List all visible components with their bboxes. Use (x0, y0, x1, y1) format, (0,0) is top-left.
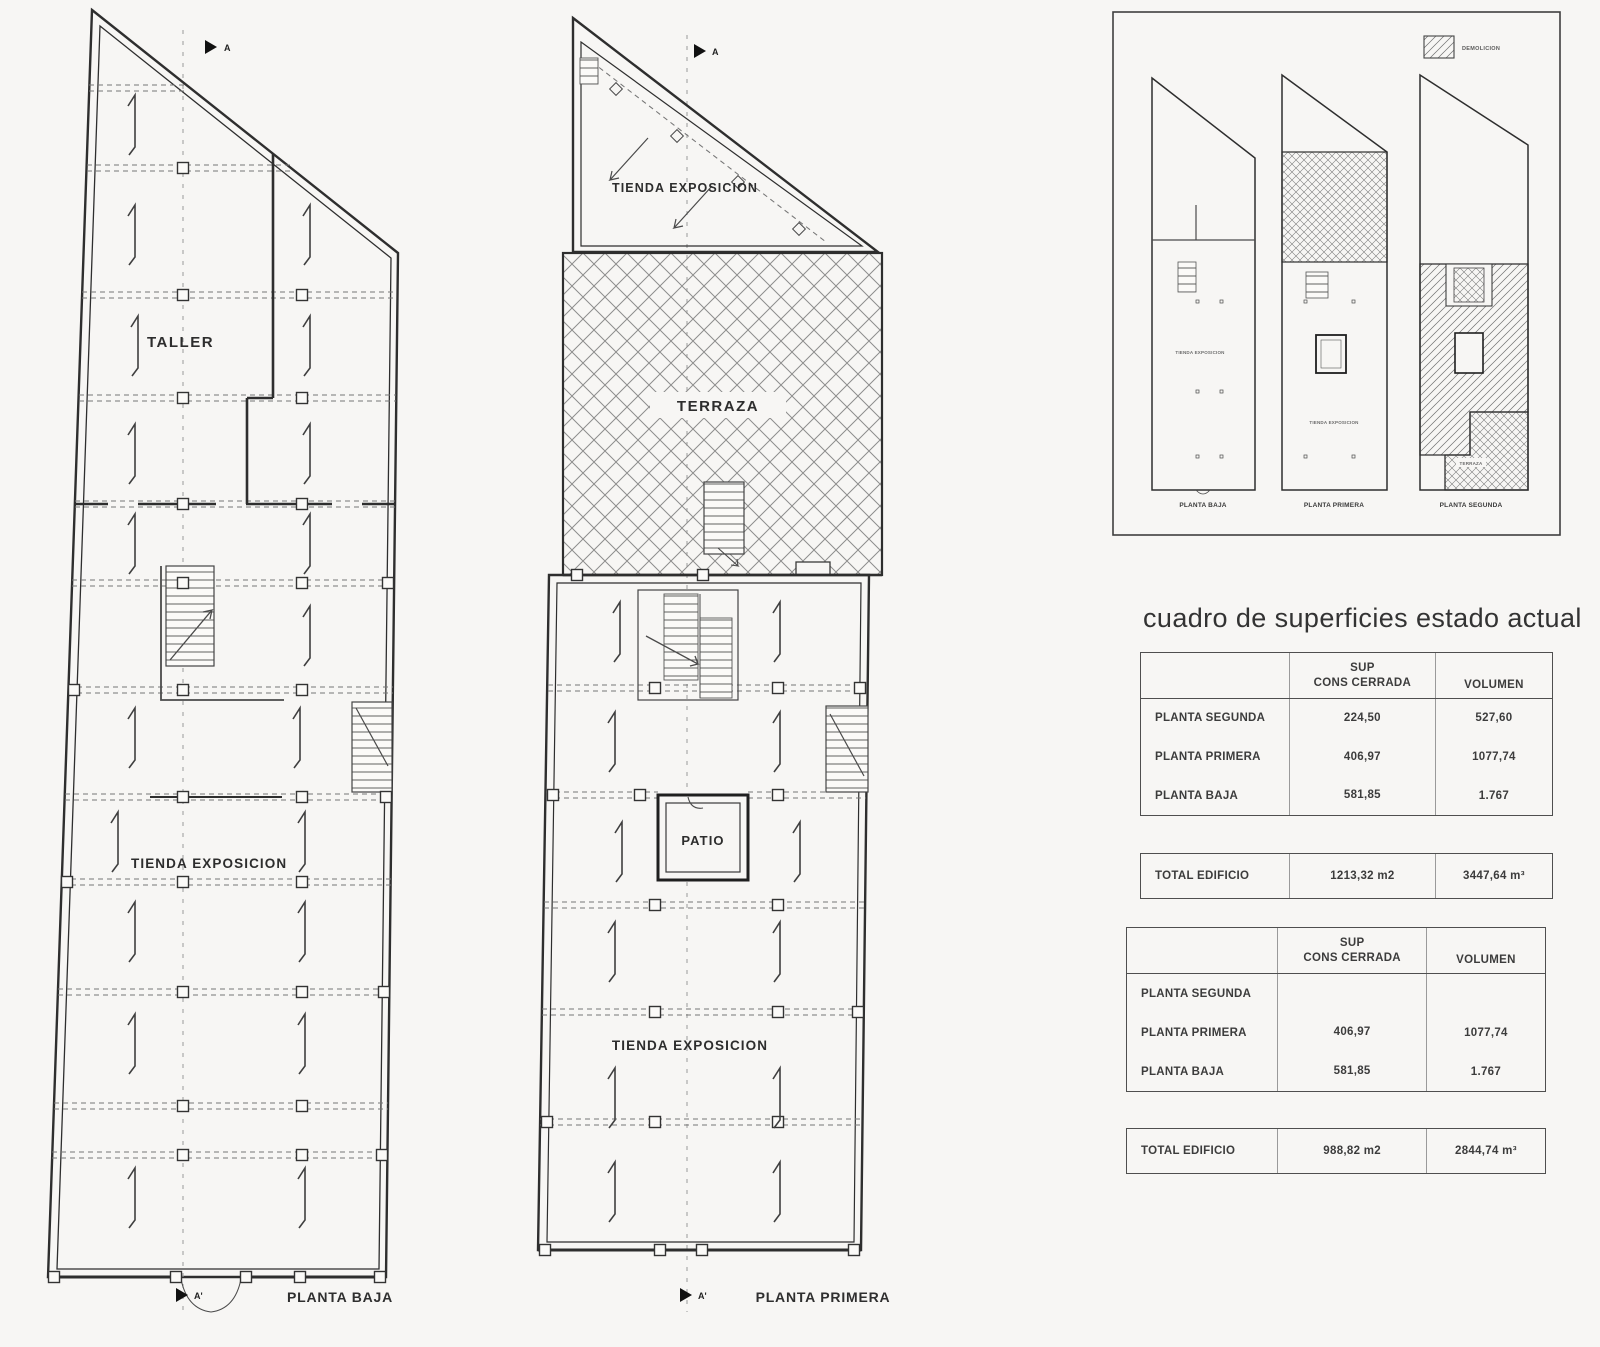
table-header-row (1127, 928, 1545, 974)
tienda-exposicion-baja-label: TIENDA EXPOSICION (131, 856, 288, 871)
total-row-second: TOTAL EDIFICIO 988,82 m2 2844,74 m³ (1126, 1128, 1546, 1174)
tienda-exposicion-top-label: TIENDA EXPOSICION (612, 181, 759, 195)
svg-text:A: A (712, 47, 719, 57)
planta-primera-caption: PLANTA PRIMERA (755, 1289, 891, 1305)
col-sup-cons-cerrada: SUP CONS CERRADA (1277, 928, 1425, 973)
surfaces-title: cuadro de superficies estado actual (1143, 603, 1582, 633)
planta-baja-caption: PLANTA BAJA (286, 1289, 394, 1305)
table-row: PLANTA PRIMERA 406,97 1077,74 (1141, 738, 1552, 777)
tienda-exposicion-primera-label: TIENDA EXPOSICION (611, 1038, 769, 1053)
table-header-row (1141, 653, 1552, 699)
stair-primera-right (826, 706, 868, 792)
section-marker-a-top-baja (205, 40, 231, 54)
mini-plan-primera (1282, 75, 1387, 509)
mini-plan-segunda (1420, 75, 1528, 509)
terraza-label: TERRAZA (676, 398, 760, 415)
patio-label: PATIO (681, 833, 725, 848)
table-row: PLANTA PRIMERA 406,97 1077,74 (1127, 1013, 1545, 1052)
svg-text:A': A' (194, 1291, 203, 1301)
table-row: PLANTA SEGUNDA (1127, 974, 1545, 1013)
section-marker-a-bottom-primera (680, 1288, 707, 1302)
taller-label: TALLER (147, 334, 215, 351)
mini-primera-caption: PLANTA PRIMERA (1303, 502, 1365, 509)
hatch-swatch-icon (1424, 36, 1454, 58)
table-row: PLANTA BAJA 581,85 1.767 (1141, 776, 1552, 815)
svg-text:TERRAZA: TERRAZA (1459, 461, 1483, 466)
stair-baja-right (352, 702, 392, 792)
table-row: PLANTA BAJA 581,85 1.767 (1127, 1052, 1545, 1091)
legend-label: DEMOLICION (1462, 46, 1501, 52)
mini-baja-caption: PLANTA BAJA (1179, 502, 1227, 509)
svg-text:TIENDA EXPOSICION: TIENDA EXPOSICION (1175, 350, 1225, 355)
mini-segunda-caption: PLANTA SEGUNDA (1439, 502, 1503, 509)
surfaces-table-actual (1140, 652, 1553, 816)
mini-plan-baja (1152, 78, 1255, 509)
svg-text:TIENDA EXPOSICION: TIENDA EXPOSICION (1309, 420, 1359, 425)
summary-inset (1113, 12, 1560, 535)
table-row: PLANTA SEGUNDA 224,50 527,60 (1141, 699, 1552, 738)
svg-text:A': A' (698, 1291, 707, 1301)
total-row-actual: TOTAL EDIFICIO 1213,32 m2 3447,64 m³ (1140, 853, 1553, 899)
plan-baja-drawing (48, 10, 398, 1312)
section-marker-a-top-primera (694, 44, 719, 58)
plan-primera-drawing (538, 18, 890, 1312)
terraza-area (563, 253, 882, 575)
surfaces-table-second (1126, 927, 1546, 1092)
hatch-legend (1424, 36, 1500, 58)
col-volumen: VOLUMEN (1426, 928, 1545, 973)
svg-text:A: A (224, 43, 231, 53)
col-sup-cons-cerrada: SUP CONS CERRADA (1289, 653, 1435, 698)
patio (658, 795, 748, 880)
col-volumen: VOLUMEN (1435, 653, 1552, 698)
